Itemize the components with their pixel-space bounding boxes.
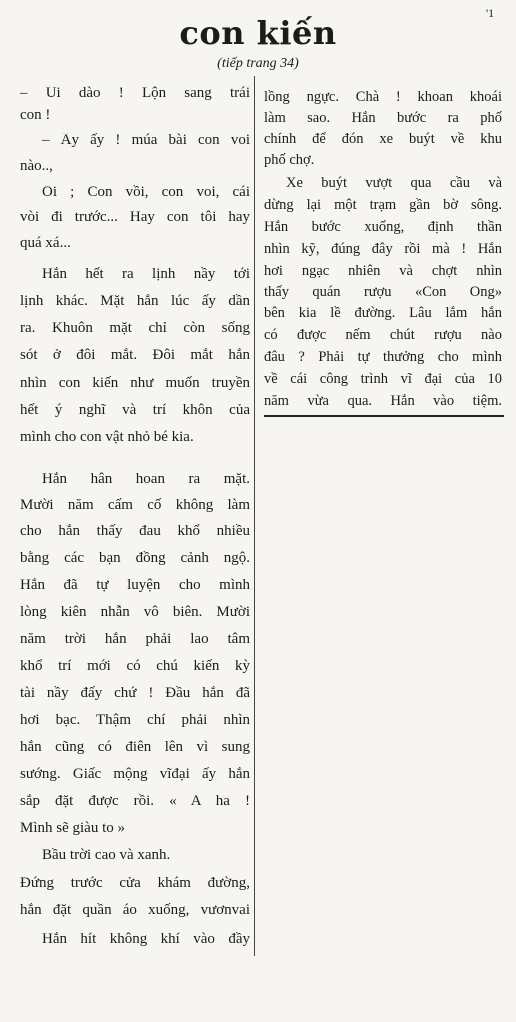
text-line: cho hắn thấy đau khổ nhiều: [20, 524, 250, 539]
text-line: chính để đón xe buýt về khu: [264, 132, 502, 147]
text-line: đâu ? Phải tự thưởng cho mình: [264, 350, 502, 365]
text-line: Hắn đã tự luyện cho mình: [20, 578, 250, 593]
text-line: Hắn hết ra lịnh nầy tới: [42, 267, 250, 282]
text-line: hắn cũng có điên lên vì sung: [20, 740, 250, 755]
text-line: Ối ; Con vồi, con voi, cái: [42, 185, 250, 200]
text-line: nhìn kỹ, đúng đây rồi mà ! Hắn: [264, 242, 502, 257]
text-line: nhìn con kiến như muốn truyền: [20, 376, 250, 391]
text-line: Hắn bước xuống, định thần: [264, 220, 502, 235]
text-line: có được nếm chút rượu nào: [264, 328, 502, 343]
text-line: Hắn hít không khí vào đầy: [42, 932, 250, 947]
text-line: thấy quán rượu «Con Ong»: [264, 285, 502, 300]
text-line: làm sao. Hắn bước ra phố: [264, 111, 502, 126]
text-line: Hắn hân hoan ra mặt.: [42, 472, 250, 487]
text-line: ra. Khuôn mặt chỉ còn sống: [20, 321, 250, 336]
text-line: tài nầy đấy chứ ! Đầu hắn đã: [20, 686, 250, 701]
continuation-note: (tiếp trang 34): [217, 56, 299, 71]
text-line: vòi đi trước... Hay con tôi hay: [20, 210, 250, 225]
text-line: quá xá...: [20, 236, 71, 251]
text-line: Mười năm cấm cố không làm: [20, 498, 250, 513]
text-line: hơi bạc. Thậm chí phải nhìn: [20, 713, 250, 728]
text-line: lịnh khác. Mặt hắn lúc ấy dần: [20, 294, 250, 309]
text-line: khổ trí mới có chú kiến kỳ: [20, 659, 250, 674]
text-line: Bầu trời cao và xanh.: [42, 848, 171, 863]
left-column: [16, 76, 255, 956]
text-line: về cái công trình vĩ đại của 10: [264, 372, 502, 387]
text-line: nào..,: [20, 159, 53, 174]
text-line: sắp đặt được rồi. « A ha !: [20, 794, 250, 809]
text-line: bằng các bạn đồng cảnh ngộ.: [20, 551, 250, 566]
text-line: hết ý nghĩ và trí khôn của: [20, 403, 250, 418]
text-line: Xe buýt vượt qua cầu và: [286, 176, 502, 191]
text-line: – Ấy ấy ! múa bài con voi: [42, 133, 250, 148]
article-title: con kiến: [179, 14, 337, 52]
text-line: năm trời hắn phải lao tâm: [20, 632, 250, 647]
text-line: con !: [20, 108, 51, 123]
text-line: bên kia lề đường. Lâu lắm hắn: [264, 306, 502, 321]
text-line: – Úi dào ! Lộn sang trái: [20, 86, 250, 101]
text-line: phố chợ.: [264, 153, 315, 168]
text-line: hơi ngạc nhiên và chợt nhìn: [264, 264, 502, 279]
corner-mark: '1: [486, 6, 495, 20]
text-line: Mình sẽ giàu to »: [20, 821, 125, 836]
text-line: lồng ngực. Chà ! khoan khoái: [264, 90, 502, 105]
text-line: Đứng trước cửa khám đường,: [20, 876, 250, 891]
end-rule: [264, 415, 504, 417]
text-line: sướng. Giấc mộng vĩđại ấy hắn: [20, 767, 250, 782]
text-line: năm vừa qua. Hắn vào tiệm.: [264, 394, 502, 409]
text-line: lòng kiên nhẫn vô biên. Mười: [20, 605, 250, 620]
text-line: dừng lại một trạm gần bờ sông.: [264, 198, 502, 213]
text-line: mình cho con vật nhỏ bé kia.: [20, 430, 194, 445]
text-line: sót ở đôi mắt. Đôi mắt hắn: [20, 348, 250, 363]
text-line: hắn đặt quần áo xuống, vươnvai: [20, 903, 250, 918]
